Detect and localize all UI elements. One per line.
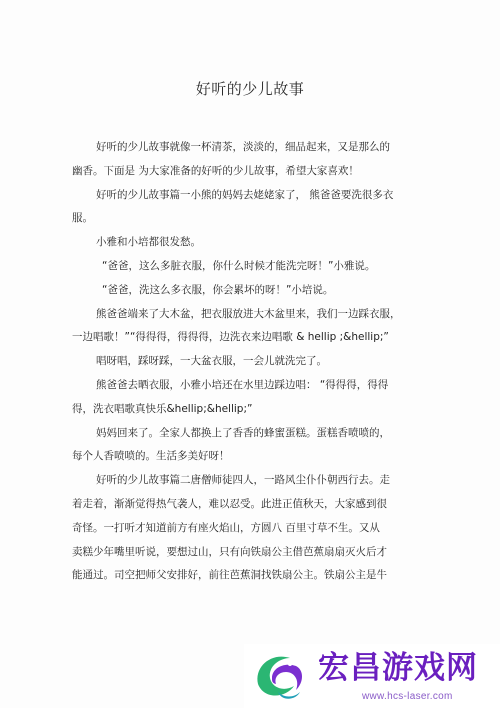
page-title: 好听的少儿故事 bbox=[195, 80, 305, 98]
site-watermark bbox=[244, 644, 500, 708]
paragraph-line: 服。 bbox=[72, 212, 93, 225]
brand-name: 宏昌游戏网 bbox=[318, 650, 478, 686]
paragraph-line: 唱呀唱，踩呀踩，一大盆衣服，一会儿就洗完了。 bbox=[96, 355, 327, 368]
paragraph-line: 一边唱歌！”“得得得，得得得，边洗衣来边唱歌 & hellip ;&hellip;” bbox=[72, 331, 389, 344]
dragon-logo-icon bbox=[250, 648, 308, 706]
paragraph-line: 奇怪。一打听才知道前方有座火焰山，方圆八 百里寸草不生。又从 bbox=[72, 521, 380, 534]
paragraph-line: 得，洗衣唱歌真快乐&hellip;&hellip;” bbox=[72, 402, 253, 415]
paragraph-line: 熊爸爸端来了大木盆，把衣服放进大木盆里来，我们一边踩衣服， bbox=[96, 307, 401, 320]
paragraph-line: 每个人香喷喷的。生活多美好呀！ bbox=[72, 450, 230, 463]
paragraph-line: “爸爸，这么多脏衣服，你什么时候才能洗完呀！”小雅说。 bbox=[102, 259, 376, 272]
paragraph-line: 能通过。司空把师父安排好，前往芭蕉洞找铁扇公主。铁扇公主是牛 bbox=[72, 569, 387, 582]
paragraph-line: 熊爸爸去晒衣服，小雅小培还在水里边踩边唱： “得得得，得得 bbox=[96, 378, 389, 391]
paragraph-line: 好听的少儿故事就像一杯清茶，淡淡的，细品起来，又是那么的 bbox=[96, 141, 390, 153]
paragraph-line: 好听的少儿故事篇二唐僧师徒四人，一路风尘仆仆朝西行去。走 bbox=[96, 474, 390, 487]
paragraph-line: “爸爸，洗这么多衣服，你会累坏的呀！”小培说。 bbox=[102, 283, 334, 296]
brand-url: www.hcs-laser.com bbox=[362, 691, 453, 702]
paragraph-line: 妈妈回来了。全家人都换上了香香的蜂蜜蛋糕。蛋糕香喷喷的， bbox=[96, 426, 390, 439]
paragraph-line: 卖糕少年嘴里听说，要想过山，只有向铁扇公主借芭蕉扇扇灭火后才 bbox=[72, 545, 387, 558]
paragraph-line: 小雅和小培都很发愁。 bbox=[96, 236, 201, 249]
paragraph-line: 幽香。下面是 为大家准备的好听的少儿故事，希望大家喜欢！ bbox=[72, 164, 359, 177]
paragraph-line: 着走着，渐渐觉得热气袭人，难以忍受。此进正值秋天，大家感到很 bbox=[72, 497, 387, 510]
paragraph-line: 好听的少儿故事篇一小熊的妈妈去姥姥家了， 熊爸爸要洗很多衣 bbox=[96, 188, 394, 201]
article-body bbox=[72, 136, 428, 588]
